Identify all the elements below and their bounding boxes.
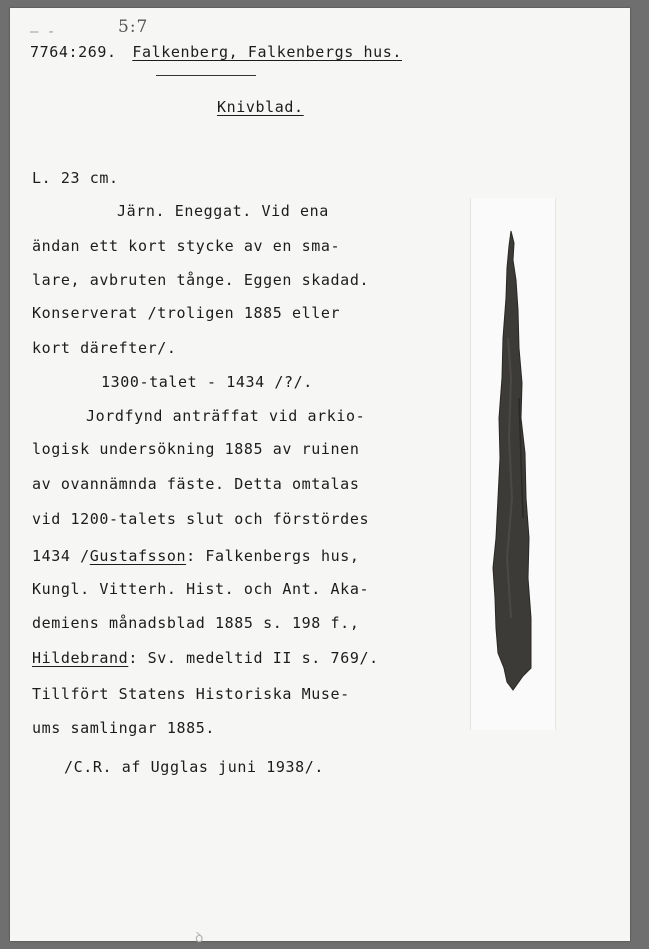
author-reference: Hildebrand xyxy=(32,649,129,667)
text-fragment: 1434 / xyxy=(32,547,90,565)
text-line: Jordfynd anträffat vid arkio- xyxy=(86,407,366,425)
pencil-mark: ꝺ xyxy=(195,930,204,946)
catalogue-number: 7764:269. xyxy=(30,43,117,61)
signature: /C.R. af Ugglas juni 1938/. xyxy=(64,758,325,776)
object-title: Knivblad. xyxy=(217,98,304,116)
text-line: Järn. Eneggat. Vid ena xyxy=(117,202,329,220)
text-line: kort därefter/. xyxy=(32,339,177,357)
text-line: ändan ett kort stycke av en sma- xyxy=(32,237,341,255)
text-line: demiens månadsblad 1885 s. 198 f., xyxy=(32,614,360,632)
catalogue-card xyxy=(10,8,630,946)
text-line: Konserverat /troligen 1885 eller xyxy=(32,304,341,322)
location-title: Falkenberg, Falkenbergs hus. xyxy=(132,43,402,61)
text-line: logisk undersökning 1885 av ruinen xyxy=(32,440,360,458)
text-line: lare, avbruten tånge. Eggen skadad. xyxy=(32,271,370,289)
text-line: ums samlingar 1885. xyxy=(32,719,215,737)
text-fragment: : Falkenbergs hus, xyxy=(186,547,360,565)
text-line xyxy=(32,546,359,566)
header-rule xyxy=(156,75,256,76)
catalogue-header xyxy=(30,42,402,62)
knife-blade-icon xyxy=(471,198,555,730)
handwritten-number: 5:7 xyxy=(118,17,149,37)
text-line: Kungl. Vitterh. Hist. och Ant. Aka- xyxy=(32,580,370,598)
knife-blade-photo xyxy=(470,198,556,730)
text-fragment: : Sv. medeltid II s. 769/. xyxy=(128,649,379,667)
text-line xyxy=(32,648,379,668)
text-line: 1300-talet - 1434 /?/. xyxy=(101,373,313,391)
author-reference: Gustafsson xyxy=(89,547,187,565)
text-line: av ovannämnda fäste. Detta omtalas xyxy=(32,475,360,493)
pencil-dashes: — - xyxy=(30,24,56,40)
text-line: vid 1200-talets slut och förstördes xyxy=(32,510,370,528)
text-line: Tillfört Statens Historiska Muse- xyxy=(32,685,350,703)
text-line: L. 23 cm. xyxy=(32,169,119,187)
